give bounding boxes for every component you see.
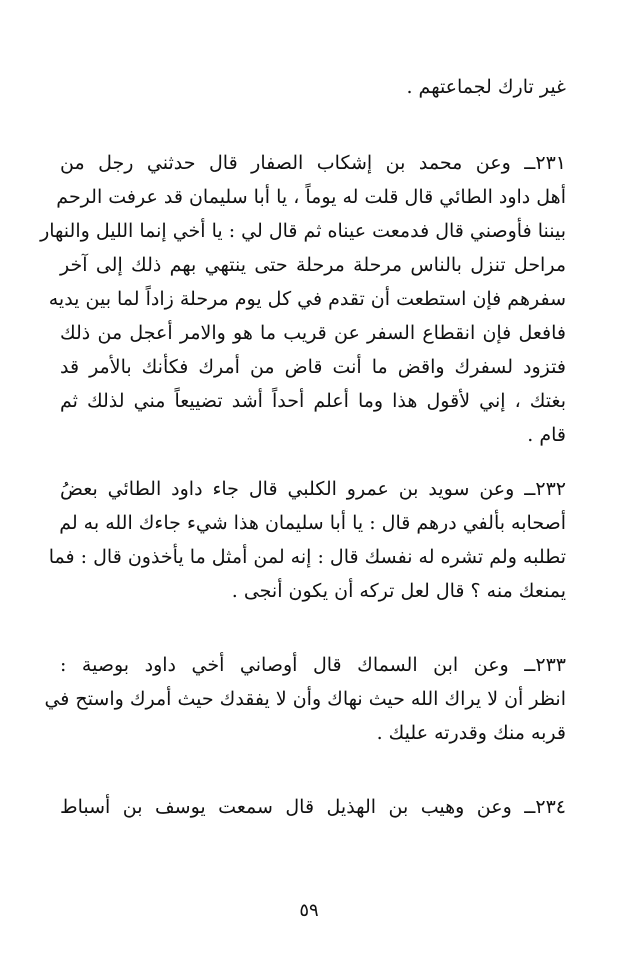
text-line: ٢٣١ــ وعن محمد بن إشكاب الصفار قال حدثني رجل من: [60, 152, 566, 174]
paragraph-234: [60, 790, 566, 824]
paragraph-232: [48, 472, 566, 608]
text-line: ٢٣٤ــ وعن وهيب بن الهذيل قال سمعت يوسف بن أسباط: [60, 796, 566, 818]
text-line: قام .: [527, 424, 566, 446]
paragraph-233: [44, 648, 566, 750]
text-line: انظر أن لا يراك الله حيث نهاك وأن لا يفقدك حيث أمرك واستح في: [44, 688, 566, 710]
text-line: يمنعك منه ؟ قال لعل تركه أن يكون أنجى .: [231, 580, 566, 602]
text-line: فافعل فإن انقطاع السفر عن قريب ما هو والامر أعجل من ذلك: [60, 322, 566, 344]
paragraph-231: [40, 146, 566, 452]
page-number: ٥٩: [299, 900, 319, 921]
text-line: بغتك ، إني لأقول هذا وما أعلم أحداً أشد تضييعاً مني لذلك ثم: [60, 390, 566, 412]
text-line: سفرهم فإن استطعت أن تقدم في كل يوم مرحلة زاداً لما بين يديه: [48, 288, 566, 310]
text-line: مراحل تنزل بالناس مرحلة مرحلة حتى ينتهي بهم ذلك إلى آخر: [60, 254, 566, 276]
text-line: تطلبه ولم تشره له نفسك قال : إنه لمن أمثل ما يأخذون قال : فما: [48, 546, 566, 568]
text-line: فتزود لسفرك واقض ما أنت قاض من أمرك فكأنك بالأمر قد: [60, 356, 566, 378]
text-line: ٢٣٣ــ وعن ابن السماك قال أوصاني أخي داود بوصية :: [60, 654, 566, 676]
text-line: أصحابه بألفي درهم قال : يا أبا سليمان هذا شيء جاءك الله به لم: [59, 512, 566, 534]
text-line: بيننا فأوصني قال فدمعت عيناه ثم قال لي : يا أخي إنما الليل والنهار: [40, 220, 566, 242]
text-line: غير تارك لجماعتهم .: [406, 76, 566, 98]
paragraph-continuation: [60, 70, 566, 104]
text-line: قربه منك وقدرته عليك .: [376, 722, 566, 744]
text-line: ٢٣٢ــ وعن سويد بن عمرو الكلبي قال جاء داود الطائي بعضُ: [60, 478, 566, 500]
text-line: أهل داود الطائي قال قلت له يوماً ، يا أبا سليمان قد عرفت الرحم: [56, 186, 566, 208]
